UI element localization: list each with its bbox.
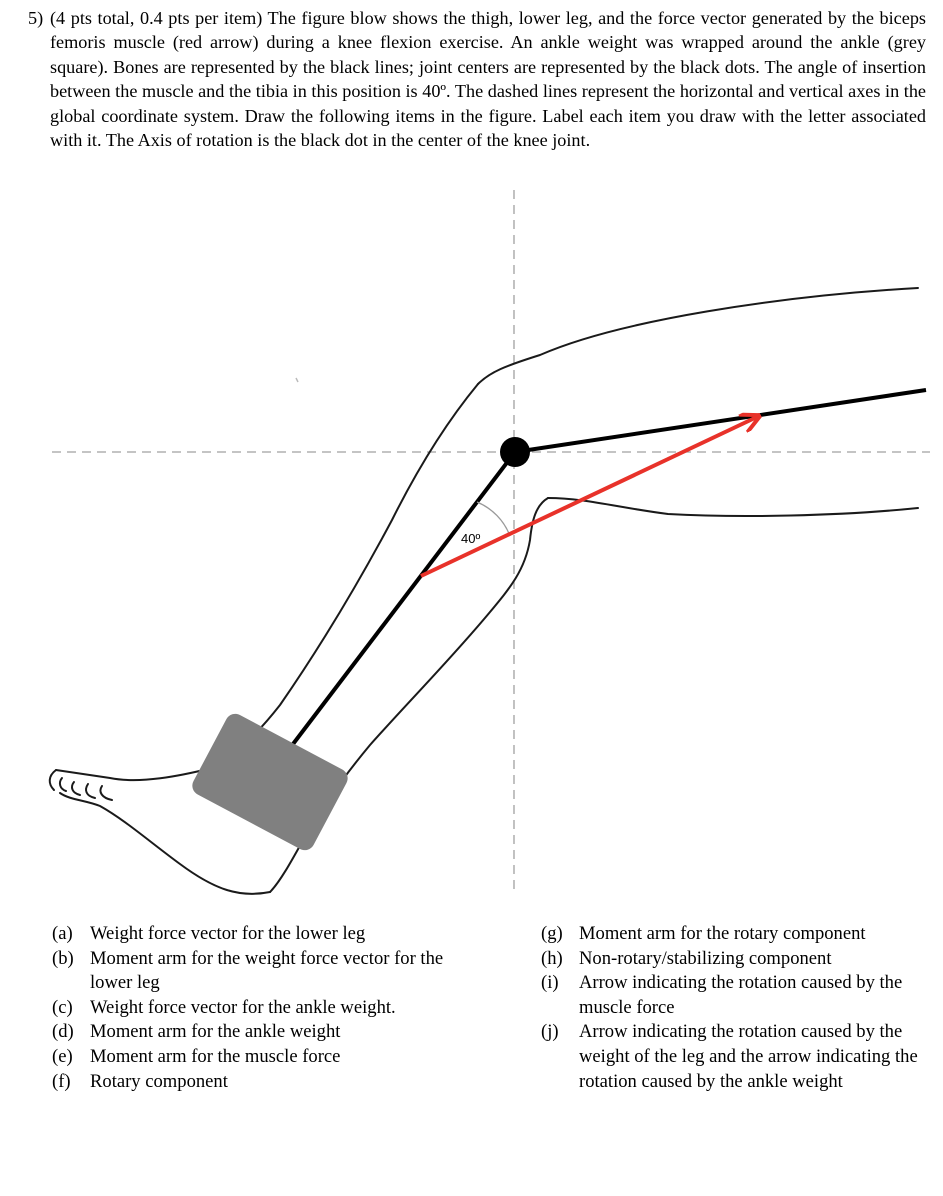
insertion-angle-label: 40º	[461, 531, 481, 546]
list-item: (b) Moment arm for the weight force vector for the lower leg	[52, 947, 444, 994]
list-item: (g) Moment arm for the rotary component	[541, 923, 866, 944]
thigh-upper-contour	[478, 288, 918, 384]
list-item: (i) Arrow indicating the rotation caused by the muscle force	[541, 972, 903, 1018]
list-item: (h) Non-rotary/stabilizing component	[541, 947, 832, 969]
shin-contour	[212, 384, 481, 768]
ankle-weight	[189, 710, 351, 853]
item-list-left	[52, 922, 472, 1094]
tibia-bone	[290, 452, 515, 748]
list-item: (c) Weight force vector for the ankle weight.	[52, 996, 396, 1018]
list-item: (a) Weight force vector for the lower leg	[52, 923, 366, 944]
knee-joint-center	[500, 437, 530, 467]
thigh-shading-mark	[296, 378, 298, 382]
question-number: 5)	[28, 8, 44, 28]
thigh-lower-contour	[548, 498, 918, 516]
list-item: (f) Rotary component	[52, 1070, 228, 1092]
question-text: (4 pts total, 0.4 pts per item) The figure blow shows the thigh, lower leg, and the force vector generated by the biceps femoris muscle (red arrow) during a knee flexion exercise. An ankle weight was wrapped around the ankle (grey square). Bones are represented by the black lines; joint centers are represented by the black dots. The angle of insertion between the muscle and the tibia in this position is 40º. The dashed lines represent the horizontal and vertical axes in the global coordinate system. Draw the following items in the figure. Label each item you draw with the letter associated with it. The Axis of rotation is the black dot in the center of the knee joint.	[50, 8, 926, 151]
list-item: (d) Moment arm for the ankle weight	[52, 1021, 341, 1043]
list-item: (e) Moment arm for the muscle force	[52, 1045, 341, 1067]
foot-top-contour	[56, 768, 212, 780]
leg-outline	[50, 288, 918, 894]
insertion-angle-arc	[477, 502, 510, 536]
list-item: (j) Arrow indicating the rotation caused by the weight of the leg and the arrow indicating the rotation caused by the ankle weight	[541, 1021, 918, 1092]
item-list-right	[541, 922, 931, 1094]
femur-bone	[515, 390, 926, 452]
